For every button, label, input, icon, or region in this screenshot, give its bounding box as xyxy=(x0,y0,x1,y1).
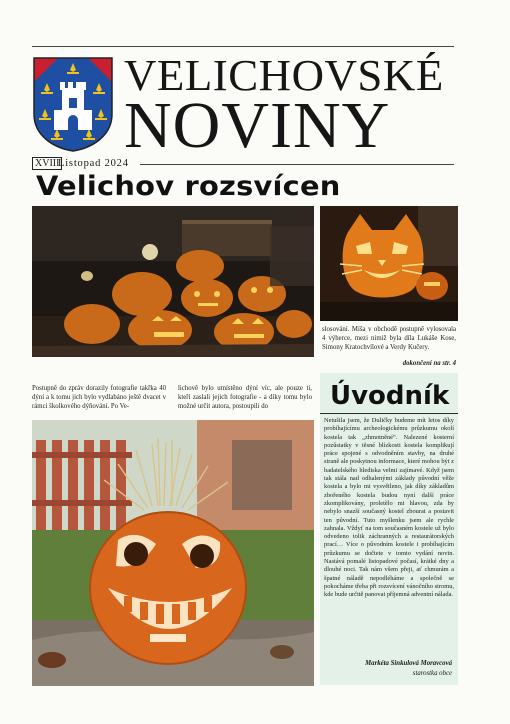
issue-bar xyxy=(32,157,454,171)
editorial-text: Netušila jsem, že Duličky budeme mít letos díky probíhajícímu archeologickému průzkumu okolí kostela tak „zhmotněné“. Nalezené kosterní pozůstatky v těsné blízkosti kostela komplikují práce spojené s odvodněním stavby, na druhé straně ale poskytnou informace, které mohou být z badatelského hlediska velmi zajímavé. Když jsem tak stála nad odhalenými základy původní věže kostela a bylo mi vysvětleno, jak díky základům zbořeného kostela budou nyní další práce zkomplikovány, proletělo mi hlavou, zda by nebylo snazší současný kostel zbourat a postavit ten původní. Tuto myšlenku jsem ale rychle zahnala. Vždyť na tom současném kostele už bylo odvedeno tolik záchranných a restaurátorských prací… Více o původním kostele i probíhajícím průzkumu se dočtete v tomto vydání novin. Nastává pomalé listopadové počasí, krátké dny a dlouhé noci. Tak nám všem přeji, ať chmurám a špatné náladě nepodléháme a společně se pokocháme třeba při rozsvícení vánočního stromu, kde bude určitě panovat příjemná adventní nálada. xyxy=(324,417,454,599)
article-column-3: slosování. Míša v obchodě postupně vylosovala 4 výherce, mezi nimiž byla díla Lukáše Kose, Simony Kratochvílové a Verdy Kučery. xyxy=(322,326,456,352)
masthead-top-rule xyxy=(32,46,454,47)
article-column-2: lichově bylo umístěno dýní víc, ale pouze ti, kteří zaslali jejich fotografie - a díky tomu bylo možné určit autora, postoupili do xyxy=(178,385,312,411)
article-column-1: Postupně do zpráv dorazily fotografie takřka 40 dýní a k tomu jich bylo vydlabáno ještě dvacet v rámci školkového dýňování. Po Ve- xyxy=(32,385,166,411)
editorial-rule xyxy=(320,413,458,414)
editorial-signature-role: starostka obce xyxy=(412,670,452,677)
masthead-title-line2: NOVINY xyxy=(124,89,391,162)
pumpkin-display-photo xyxy=(32,206,314,357)
grass-pumpkin-photo xyxy=(32,420,314,686)
issue-rule xyxy=(140,164,454,165)
continued-note: dokončení na str. 4 xyxy=(402,360,456,367)
editorial-box xyxy=(320,373,458,685)
cat-pumpkin-photo xyxy=(320,206,458,321)
headline: Velichov rozsvícen xyxy=(36,171,341,202)
coat-of-arms-icon xyxy=(32,56,114,152)
editorial-signature-name: Markéta Sinkulová Moravcová xyxy=(365,660,452,667)
masthead-title-line1: VELICHOVSKÉ xyxy=(124,51,444,100)
issue-volume: XVIII xyxy=(32,157,62,170)
issue-date: Listopad 2024 xyxy=(58,158,129,169)
editorial-title: Úvodník xyxy=(330,381,450,411)
